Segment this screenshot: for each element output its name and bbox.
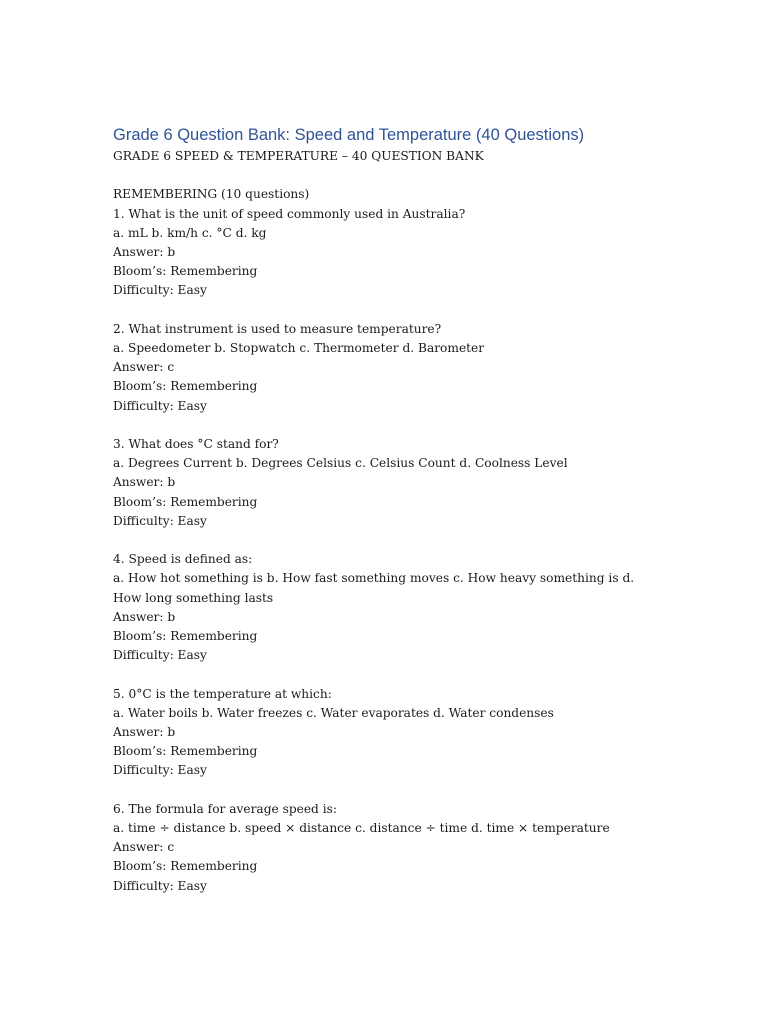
document-title: Grade 6 Question Bank: Speed and Temperature (40 Questions)	[113, 126, 585, 144]
question-block-6	[113, 800, 653, 896]
question-blooms: Bloom’s: Remembering	[113, 859, 258, 874]
question-blooms: Bloom’s: Remembering	[113, 494, 258, 509]
question-options: a. mL b. km/h c. °C d. kg	[113, 225, 267, 240]
question-difficulty: Difficulty: Easy	[113, 763, 207, 778]
question-blooms: Bloom’s: Remembering	[113, 744, 258, 759]
question-answer: Answer: b	[113, 725, 176, 740]
question-stem: 3. What does °C stand for?	[113, 437, 279, 451]
question-difficulty: Difficulty: Easy	[113, 398, 207, 413]
question-options: a. How hot something is b. How fast something moves c. How heavy something is d. How long something lasts	[113, 571, 635, 605]
question-difficulty: Difficulty: Easy	[113, 283, 207, 298]
question-options: a. Speedometer b. Stopwatch c. Thermometer d. Barometer	[113, 341, 485, 355]
question-answer: Answer: b	[113, 609, 176, 624]
question-block-4	[113, 550, 653, 665]
question-stem: 4. Speed is defined as:	[113, 552, 253, 567]
question-answer: Answer: b	[113, 475, 176, 490]
section-heading: REMEMBERING (10 questions)	[113, 187, 310, 202]
question-stem: 5. 0°C is the temperature at which:	[113, 686, 332, 701]
question-stem: 2. What instrument is used to measure temperature?	[113, 321, 442, 336]
document-subtitle: GRADE 6 SPEED & TEMPERATURE – 40 QUESTION BANK	[113, 149, 484, 163]
question-block-5	[113, 685, 653, 781]
question-block-3	[113, 435, 653, 531]
question-answer: Answer: b	[113, 245, 176, 259]
question-difficulty: Difficulty: Easy	[113, 878, 207, 893]
spacer	[113, 301, 653, 320]
question-options: a. time ÷ distance b. speed × distance c. distance ÷ time d. time × temperature	[113, 821, 610, 836]
spacer	[113, 781, 653, 800]
question-difficulty: Difficulty: Easy	[113, 513, 207, 528]
question-options: a. Degrees Current b. Degrees Celsius c. Celsius Count d. Coolness Level	[113, 456, 568, 471]
question-blooms: Bloom’s: Remembering	[113, 264, 258, 279]
question-answer: Answer: c	[113, 360, 175, 375]
spacer	[113, 166, 653, 185]
document-page	[113, 124, 653, 896]
spacer	[113, 665, 653, 684]
question-answer: Answer: c	[113, 840, 175, 855]
question-blooms: Bloom’s: Remembering	[113, 629, 258, 644]
question-block-1	[113, 205, 653, 301]
question-difficulty: Difficulty: Easy	[113, 648, 207, 663]
question-stem: 6. The formula for average speed is:	[113, 801, 337, 816]
spacer	[113, 531, 653, 550]
question-block-2	[113, 320, 653, 416]
question-blooms: Bloom’s: Remembering	[113, 379, 258, 394]
question-stem: 1. What is the unit of speed commonly used in Australia?	[113, 206, 466, 221]
spacer	[113, 416, 653, 435]
question-options: a. Water boils b. Water freezes c. Water evaporates d. Water condenses	[113, 705, 554, 720]
